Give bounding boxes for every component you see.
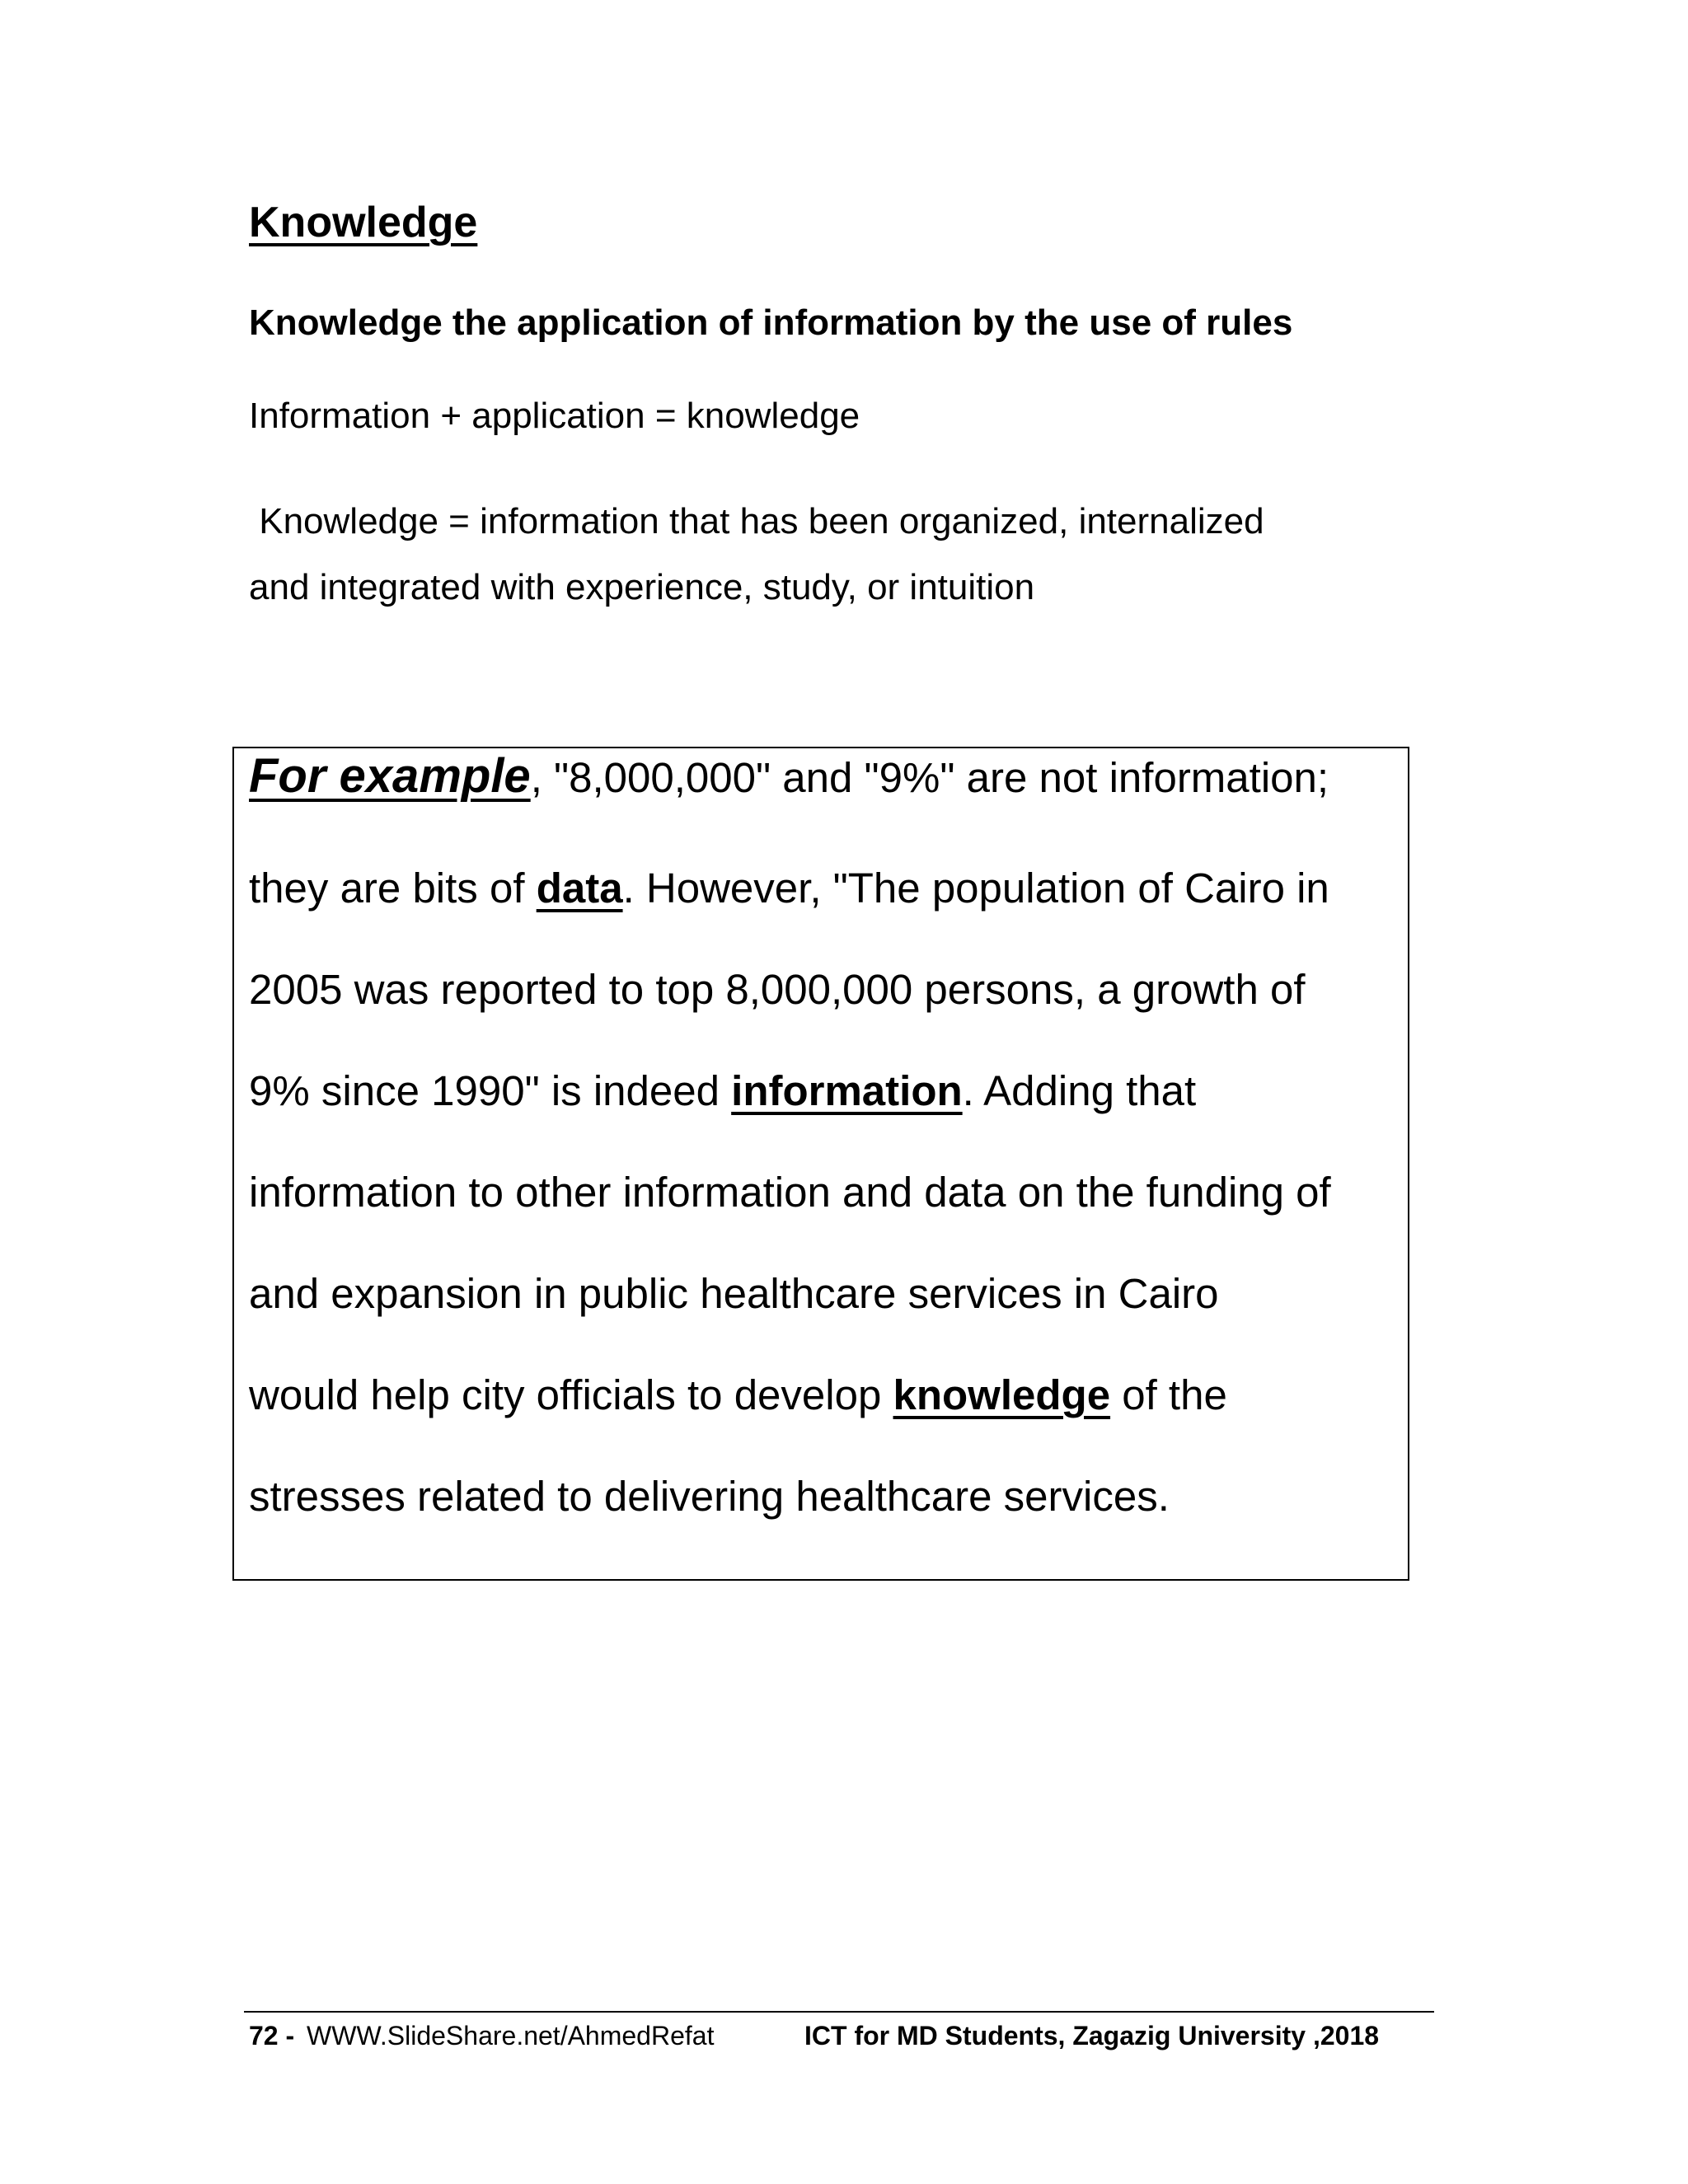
definition-text: Knowledge the application of information by the use of rules — [249, 302, 1293, 343]
example-text: . Adding that — [962, 1067, 1197, 1114]
example-line: stresses related to delivering healthcare services. — [249, 1473, 1170, 1520]
page-footer — [249, 2021, 1380, 2051]
term-data: data — [536, 865, 623, 912]
example-line: information to other information and data on the funding of — [249, 1169, 1331, 1216]
page-number: 72 - — [249, 2021, 295, 2050]
term-information: information — [731, 1067, 963, 1114]
paragraph-line: Knowledge = information that has been organized, internalized — [249, 501, 1264, 541]
example-line — [249, 1066, 1196, 1115]
example-line: and expansion in public healthcare services in Cairo — [249, 1270, 1219, 1317]
term-knowledge: knowledge — [893, 1371, 1111, 1418]
paragraph-line: and integrated with experience, study, or intuition — [249, 567, 1035, 607]
example-lead: For example — [249, 749, 531, 803]
example-box — [232, 747, 1409, 1581]
footer-divider — [244, 2011, 1434, 2013]
section-heading: Knowledge — [249, 199, 478, 246]
example-line — [249, 748, 1329, 804]
example-text: 9% since 1990" is indeed — [249, 1067, 732, 1114]
example-text: . However, "The population of Cairo in — [622, 865, 1329, 912]
example-line — [249, 864, 1329, 912]
footer-site-link[interactable]: WWW.SlideShare.net/AhmedRefat — [307, 2021, 715, 2050]
example-line: 2005 was reported to top 8,000,000 persons, a growth of — [249, 966, 1306, 1013]
example-text: they are bits of — [249, 865, 537, 912]
example-text: would help city officials to develop — [249, 1371, 893, 1418]
example-line — [249, 1371, 1227, 1419]
footer-course-title: ICT for MD Students, Zagazig University ,2018 — [804, 2021, 1380, 2050]
equation-text: Information + application = knowledge — [249, 396, 860, 436]
example-text: , "8,000,000" and "9%" are not information; — [530, 754, 1329, 801]
example-text: of the — [1110, 1371, 1227, 1418]
knowledge-paragraph — [249, 489, 1403, 621]
